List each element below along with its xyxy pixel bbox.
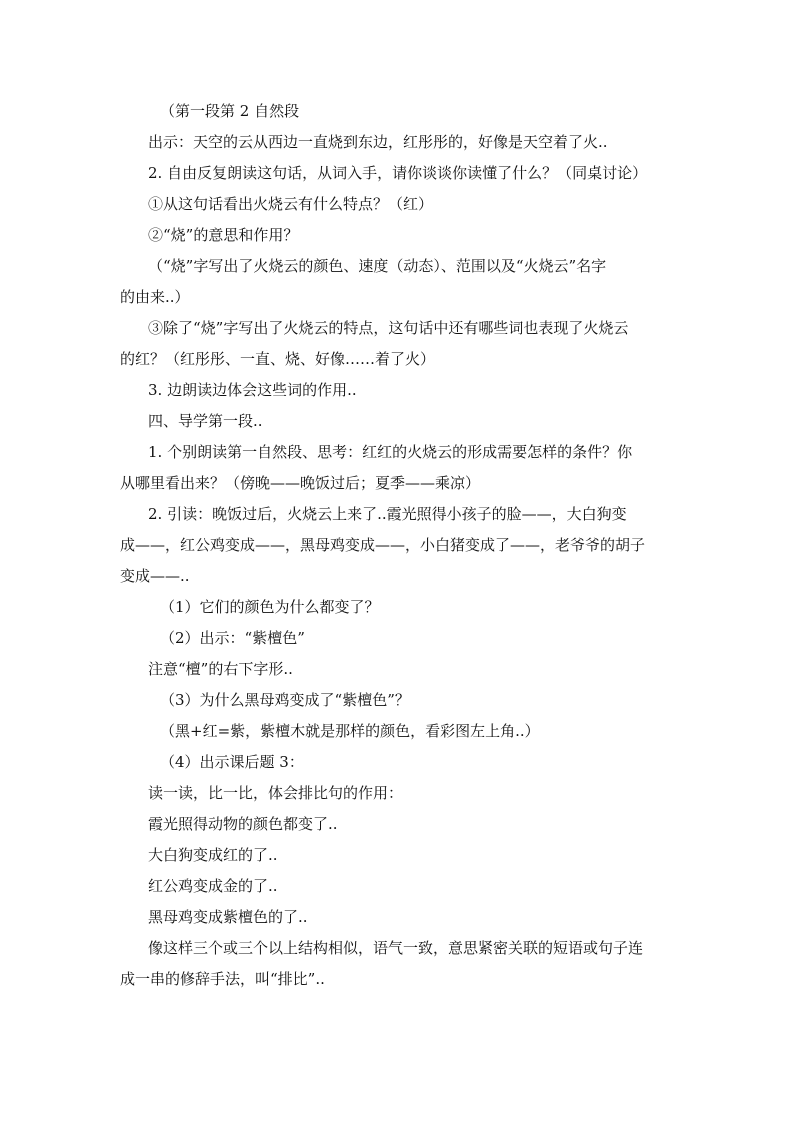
paragraph-line: （3）为什么黑母鸡变成了“紫檀色”？ xyxy=(160,691,410,709)
paragraph-line: 像这样三个或三个以上结构相似，语气一致，意思紧密关联的短语或句子连 xyxy=(148,939,644,957)
paragraph-line: 2. 引读：晚饭过后，火烧云上来了..霞光照得小孩子的脸——，大白狗变 xyxy=(148,505,627,523)
paragraph-line: （第一段第 2 自然段 xyxy=(160,102,300,120)
paragraph-line: （2）出示：“紫檀色” xyxy=(160,629,305,647)
paragraph-line: ②“烧”的意思和作用？ xyxy=(148,226,299,244)
paragraph-line: 读一读，比一比，体会排比句的作用： xyxy=(148,784,404,802)
paragraph-line: 四、导学第一段.. xyxy=(148,412,263,430)
paragraph-line: （4）出示课后题 3： xyxy=(160,753,304,771)
paragraph-line: 的红？（红彤彤、一直、烧、好像……着了火） xyxy=(120,350,436,368)
paragraph-line: 霞光照得动物的颜色都变了.. xyxy=(148,815,338,833)
paragraph-line: ③除了“烧”字写出了火烧云的特点，这句话中还有哪些词也表现了火烧云 xyxy=(148,319,629,337)
paragraph-line: 2. 自由反复朗读这句话，从词入手，请你谈谈你读懂了什么？（同桌讨论） xyxy=(148,164,648,182)
paragraph-line: 变成——.. xyxy=(120,567,190,585)
document-body xyxy=(120,96,676,995)
paragraph-line: 1. 个别朗读第一自然段、思考：红红的火烧云的形成需要怎样的条件？你 xyxy=(148,443,633,461)
paragraph-line: 成一串的修辞手法，叫“排比”.. xyxy=(120,970,325,988)
paragraph-line: 黑母鸡变成紫檀色的了.. xyxy=(148,908,308,926)
paragraph-line: （“烧”字写出了火烧云的颜色、速度（动态）、范围以及“火烧云”名字 xyxy=(148,257,607,275)
paragraph-line: 注意“檀”的右下字形.. xyxy=(148,660,293,678)
paragraph-line: ①从这句话看出火烧云有什么特点？（红） xyxy=(148,195,434,213)
paragraph-line: （1）它们的颜色为什么都变了？ xyxy=(160,598,380,616)
paragraph-line: 出示：天空的云从西边一直烧到东边，红彤彤的，好像是天空着了火.. xyxy=(148,133,608,151)
paragraph-line: 从哪里看出来？（傍晚——晚饭过后；夏季——乘凉） xyxy=(120,474,481,492)
paragraph-line: 红公鸡变成金的了.. xyxy=(148,877,278,895)
paragraph-line: 的由来..） xyxy=(120,288,190,306)
paragraph-line: 3. 边朗读边体会这些词的作用.. xyxy=(148,381,357,399)
paragraph-line: （黑+红=紫，紫檀木就是那样的颜色，看彩图左上角..） xyxy=(160,722,540,740)
paragraph-line: 大白狗变成红的了.. xyxy=(148,846,278,864)
paragraph-line: 成——，红公鸡变成——，黑母鸡变成——，小白猪变成了——，老爷爷的胡子 xyxy=(120,536,646,554)
